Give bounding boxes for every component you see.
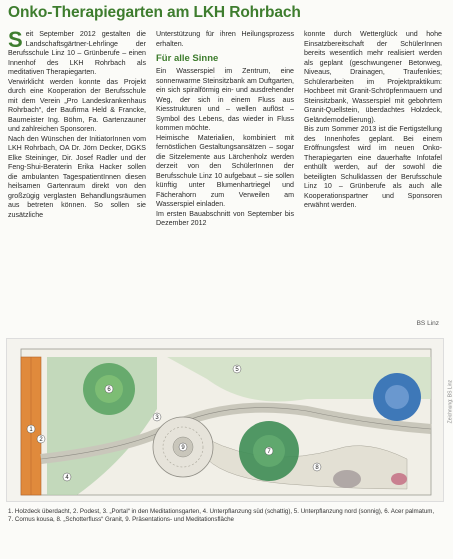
drawing-credit: Zeichnung: BS Linz [447,380,453,424]
marker-1: 1 [29,427,33,433]
paragraph: Verwirklicht werden konnte das Projekt durch eine Kooperation der Berufsschule mit dem Verein „Pro Landeskrankenhaus Rohrbach“, der Baufirma Held & Francke, Baumeister Ing. Böhm, Fa. Gartenzauner und zahlreichen Sponsoren. [8,77,146,133]
author-credit: BS Linz [416,320,439,327]
marker-6: 6 [107,387,111,393]
marker-8: 8 [315,465,319,471]
paragraph: Ein Wasserspiel im Zentrum, eine sonnenwarme Steinsitzbank am Duftgarten, ein sich spiralförmig ein- und ausdrehender Weg, der sich in einem Fluss aus Kiesstrukturen und – wellen auflöst – Symbol des Lebens, das wieder in Fluss kommen möchte. [156,67,294,132]
article-title: Onko-Therapiegarten am LKH Rohrbach [8,4,301,21]
marker-7: 7 [267,449,271,455]
article-body [8,27,442,330]
column-3 [304,30,442,330]
garden-plan-drawing [7,339,443,501]
paragraph: Heimische Materialien, kombiniert mit fernöstlichen Gestaltungsansätzen – sogar die Sitzelemente aus Lärchenholz werden derzeit von den SchülerInnen der Berufsschule Linz 10 aufgebaut – sie sollen künftig unter Blumenhartriegel und Fächerahorn zum Verweilen am Wasserspiel einladen. [156,133,294,208]
paragraph: Unterstützung für ihren Heilungsprozess erhalten. [156,30,294,48]
paragraph: Im ersten Bauabschnitt von September bis Dezember 2012 [156,209,294,227]
paragraph: Bis zum Sommer 2013 ist die Fertigstellung des Innenhofes geplant. Bei einem Eröffnungsfest wird im neuen Onko-Therapiegarten eine dauerhafte Infotafel enthüllt werden, auf der sowohl die beteiligten Schulklassen der Berufsschule Linz 10 – Grünberufe als auch alle Kooperationspartner und Sponsoren erwähnt werden. [304,125,442,209]
marker-5: 5 [235,367,239,373]
subheading: Für alle Sinne [156,53,219,64]
stone [333,470,361,488]
column-1 [8,27,146,330]
paragraph-text: eit September 2012 gestalten die Landschaftsgärtner-Lehrlinge der Berufsschule Linz 10 – Grünberufe – einen Innenhof des LKH Rohrbach als meditativen Therapiegarten. [8,30,146,76]
marker-4: 4 [65,475,69,481]
marker-3: 3 [155,415,159,421]
marker-9: 9 [181,445,185,451]
stone-small [391,473,407,485]
paragraph: Nach den Wünschen der InitiatorInnen vom LKH Rohrbach, OA Dr. Jörn Decker, DGKS Elke Steininger, Dir. Josef Radler und der Feng-Shui-Beraterin Erika Hacker sollen die ambulanten TagespatientInnen diesen heilsamen Gartenraum direkt von den großzügig verglasten Behandlungsräumen aus betreten können. So sollen sie zusätzliche [8,134,146,219]
dropcap: S [8,27,23,52]
paragraph [8,27,146,78]
paragraph: konnte durch Wetterglück und hohe Einsatzbereitschaft der SchülerInnen bereits wesentlich mehr realisiert werden als geplant (geschwungener Betonweg, Niveaus, Drainagen, Traufenkies; Schülerarbeiten im Projektpraktikum: Hochbeet mit Granit-Schröpfenmauern und Steinsitzbank, Wasserspiel mit gebohrtem Granit-Quellstein, überdachtes Holzdeck, Geländemodellierung). [304,30,442,124]
column-2 [156,30,294,330]
plan-caption: 1. Holzdeck überdacht, 2. Podest, 3. „Portal“ in den Meditationsgarten, 4. Unterpflanzung süd (schattig), 5. Unterpflanzung nord (sonnig), 6. Acer palmatum, 7. Cornus kousa, 8. „Schotterfluss“ Granit, 9. Präsentations- und Meditationsfläche [8,508,435,524]
garden-plan-image [6,338,444,502]
marker-2: 2 [39,437,43,443]
